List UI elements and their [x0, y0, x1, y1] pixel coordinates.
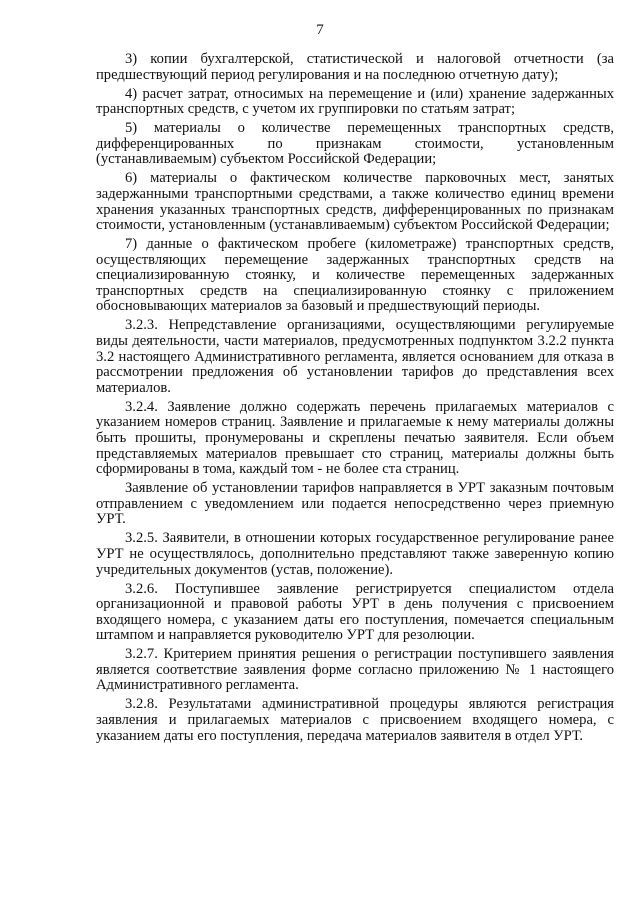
clause-3-2-6: 3.2.6. Поступившее заявление регистрируется специалистом отдела организационной и правовой работы УРТ в день получения с присвоением входящего номера, с указанием даты его поступления, помечается специальным штампом и направляется руководителю УРТ для резолюции. [96, 580, 614, 644]
clause-3-2-8: 3.2.8. Результатами административной процедуры являются регистрация заявления и прилагаемых материалов с присвоением входящего номера, с указанием даты его поступления, передача материалов заявителя в отдел УРТ. [96, 696, 614, 744]
list-item-4-cost-calculation: 4) расчет затрат, относимых на перемещение и (или) хранение задержанных транспортных средств, с учетом их группировки по статьям затрат; [96, 85, 614, 118]
list-item-7-mileage-data: 7) данные о фактическом пробеге (километраже) транспортных средств, осуществляющих перемещение задержанных транспортных средств на специализированную стоянку, и количестве перемещенных задержанных транспортных средств на специализированную стоянку с приложением обосновывающих материалов за базовый и предшествующий периоды. [96, 236, 614, 315]
clause-3-2-5: 3.2.5. Заявители, в отношении которых государственное регулирование ранее УРТ не осуществлялось, дополнительно представляют также заверенную копию учредительных документов (устав, положение). [96, 530, 614, 578]
document-body [96, 52, 614, 748]
clause-3-2-7: 3.2.7. Критерием принятия решения о регистрации поступившего заявления является соответствие заявления форме согласно приложению № 1 настоящего Административного регламента. [96, 646, 614, 694]
clause-3-2-4-submission: Заявление об установлении тарифов направляется в УРТ заказным почтовым отправлением с уведомлением или подается непосредственно через приемную УРТ. [96, 480, 614, 528]
list-item-5-moved-vehicles: 5) материалы о количестве перемещенных транспортных средств, дифференцированных по признакам стоимости, установленным (устанавливаемым) субъектом Российской Федерации; [96, 120, 614, 168]
list-item-3-reporting-copies: 3) копии бухгалтерской, статистической и налоговой отчетности (за предшествующий период регулирования и на последнюю отчетную дату); [96, 51, 614, 83]
page-number: 7 [316, 22, 324, 38]
list-item-6-parking-places: 6) материалы о фактическом количестве парковочных мест, занятых задержанными транспортными средствами, а также количество единиц времени хранения указанных транспортных средств, дифференцированных по признакам стоимости, установленным (устанавливаемым) субъектом Российской Федерации; [96, 170, 614, 234]
clause-3-2-4: 3.2.4. Заявление должно содержать перечень прилагаемых материалов с указанием номеров страниц. Заявление и прилагаемые к нему материалы должны быть прошиты, пронумерованы и скреплены печатью заявителя. Если объем представляемых материалов превышает сто страниц, материалы должны быть сформированы в тома, каждый том - не более ста страниц. [96, 398, 614, 478]
clause-3-2-3: 3.2.3. Непредставление организациями, осуществляющими регулируемые виды деятельности, части материалов, предусмотренных подпунктом 3.2.2 пункта 3.2 настоящего Административного регламента, является основанием для отказа в рассмотрении предложения об установлении тарифов до представления всех материалов. [96, 317, 614, 396]
